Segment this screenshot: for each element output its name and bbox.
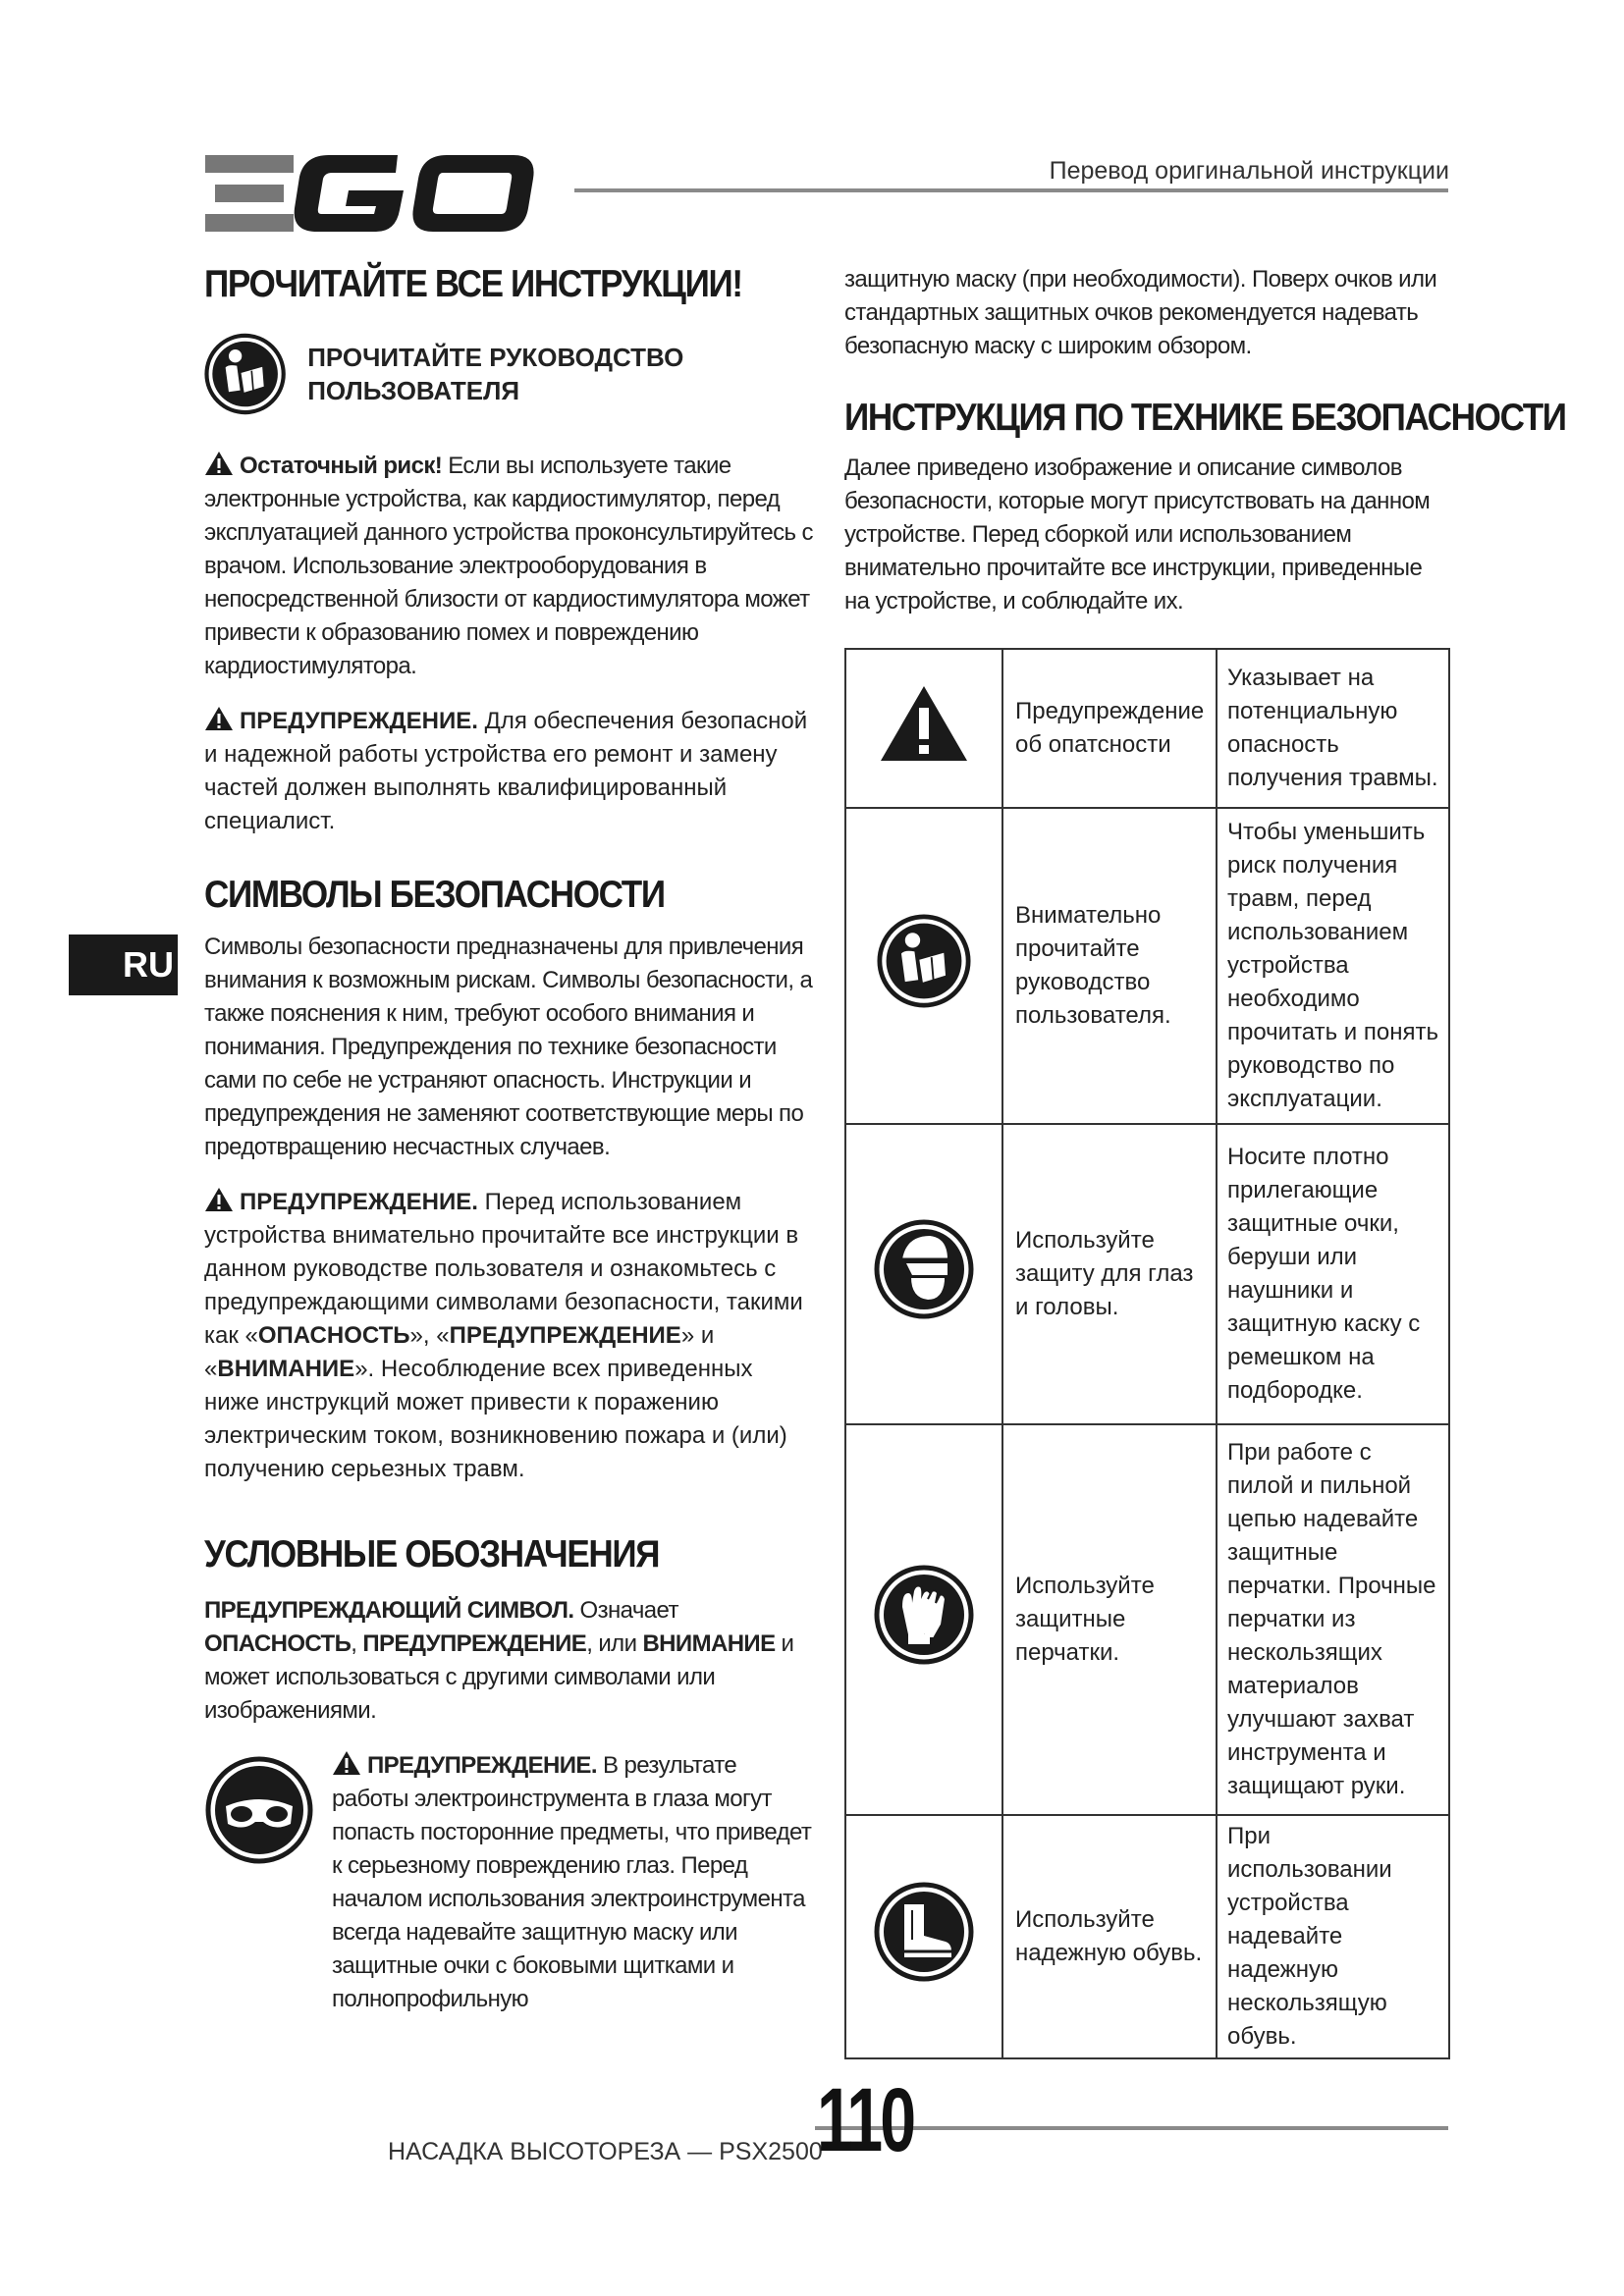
eye-head-protection-icon bbox=[873, 1218, 975, 1320]
warning-triangle-icon bbox=[204, 1187, 234, 1212]
table-cell-name: Внимательно прочитайте руководство пользователя. bbox=[1002, 808, 1217, 1124]
safety-goggles-icon bbox=[204, 1755, 314, 1865]
table-cell-name: Используйте защитные перчатки. bbox=[1002, 1424, 1217, 1815]
conv-text1: Означает bbox=[573, 1597, 678, 1624]
header-rule bbox=[574, 188, 1448, 192]
table-cell-icon bbox=[845, 1815, 1002, 2058]
heading-read-all: ПРОЧИТАЙТЕ ВСЕ ИНСТРУКЦИИ! bbox=[204, 263, 742, 305]
table-row bbox=[845, 649, 1449, 808]
safety-intro-text: Далее приведено изображение и описание символов безопасности, которые могут присутствовать на данном устройстве. Перед сборкой или использованием внимательно прочитайте все инструкции, приведенные на устройстве, и соблюдайте их. bbox=[844, 454, 1431, 614]
warning3-block bbox=[204, 1749, 813, 2016]
safety-symbols-table bbox=[844, 648, 1450, 2059]
residual-risk-block bbox=[204, 450, 813, 683]
safety-symbols-text: Символы безопасности предназначены для привлечения внимания к возможным рискам. Символы безопасности, а также пояснения к ним, требуют особого внимания и понимания. Предупреждения по технике безопасности сами по себе не устраняют опасность. Инструкции и предупреждения не заменяют соответствующие меры по предотвращению несчастных случаев. bbox=[204, 934, 813, 1160]
conv-caution: ВНИМАНИЕ bbox=[642, 1630, 776, 1657]
conv-comma: , bbox=[351, 1630, 363, 1657]
warning2-text-a: Перед использованием устройства внимательно прочитайте все инструкции в данном руководстве пользователя и ознакомьтесь с предупреждающими символами безопасности, такими как « bbox=[204, 1189, 803, 1349]
table-cell-icon bbox=[845, 649, 1002, 808]
table-cell-desc: Носите плотно прилегающие защитные очки, беруши или наушники и защитную каску с ремешком на подбородке. bbox=[1217, 1124, 1449, 1424]
conventions-text bbox=[204, 1594, 813, 1728]
table-cell-name: Используйте надежную обувь. bbox=[1002, 1815, 1217, 2058]
read-manual-icon bbox=[204, 326, 286, 422]
warning3-title: ПРЕДУПРЕЖДЕНИЕ. bbox=[367, 1752, 597, 1779]
footer-product: НАСАДКА ВЫСОТОРЕЗА — PSX2500 bbox=[388, 2138, 823, 2165]
heading-safety-symbols: СИМВОЛЫ БЕЗОПАСНОСТИ bbox=[204, 874, 665, 916]
conv-or: , или bbox=[586, 1630, 643, 1657]
table-cell-desc: Чтобы уменьшить риск получения травм, перед использованием устройства необходимо прочитать и понять руководство по эксплуатации. bbox=[1217, 808, 1449, 1124]
warning1-title: ПРЕДУПРЕЖДЕНИЕ. bbox=[240, 708, 478, 734]
residual-risk-text: Если вы используете такие электронные устройства, как кардиостимулятор, перед эксплуатацией данного устройства проконсультируйтесь с врачом. Использование электрооборудования в непосредственной близости от кардиостимулятора может привести к образованию помех и повреждению кардиостимулятора. bbox=[204, 453, 813, 679]
read-manual-icon bbox=[877, 914, 971, 1008]
heading-safety-instructions: ИНСТРУКЦИЯ ПО ТЕХНИКЕ БЕЗОПАСНОСТИ bbox=[844, 397, 1566, 439]
table-cell-desc: При работе с пилой и пильной цепью надевайте защитные перчатки. Прочные перчатки из нескользящих материалов улучшают захват инструмента и защищают руки. bbox=[1217, 1424, 1449, 1815]
heading-conventions: УСЛОВНЫЕ ОБОЗНАЧЕНИЯ bbox=[204, 1533, 660, 1575]
table-cell-icon bbox=[845, 808, 1002, 1124]
residual-risk-title: Остаточный риск! bbox=[240, 453, 443, 479]
read-manual-row bbox=[204, 326, 813, 422]
warning2-block bbox=[204, 1186, 813, 1486]
table-cell-name: Используйте защиту для глаз и головы. bbox=[1002, 1124, 1217, 1424]
read-manual-label: ПРОЧИТАЙТЕ РУКОВОДСТВО ПОЛЬЗОВАТЕЛЯ bbox=[307, 343, 684, 405]
warning2-title: ПРЕДУПРЕЖДЕНИЕ. bbox=[240, 1189, 478, 1215]
w2-warning: ПРЕДУПРЕЖДЕНИЕ bbox=[449, 1322, 681, 1349]
warning-triangle-icon bbox=[204, 451, 234, 476]
conv-danger: ОПАСНОСТЬ bbox=[204, 1630, 352, 1657]
warning-triangle-icon bbox=[877, 682, 971, 765]
table-row bbox=[845, 808, 1449, 1124]
table-cell-desc: Указывает на потенциальную опасность получения травмы. bbox=[1217, 649, 1449, 808]
table-cell-name: Предупреждение об опатсности bbox=[1002, 649, 1217, 808]
conv-text2: и может использоваться с другими символами или изображениями. bbox=[204, 1630, 794, 1724]
warning3-text: В результате работы электроинструмента в глаза могут попасть посторонние предметы, что приведет к серьезному повреждению глаз. Перед началом использования электроинструмента всегда надевайте защитную маску или защитные очки с боковыми щитками и полнопрофильную bbox=[332, 1752, 812, 2012]
warning-triangle-icon bbox=[332, 1750, 361, 1776]
warning-triangle-icon bbox=[204, 706, 234, 731]
warning1-text: Для обеспечения безопасной и надежной работы устройства его ремонт и замену частей должен выполнять квалифицированный специалист. bbox=[204, 708, 808, 834]
table-cell-desc: При использовании устройства надевайте надежную нескользящую обувь. bbox=[1217, 1815, 1449, 2058]
continued-text: защитную маску (при необходимости). Поверх очков или стандартных защитных очков рекомендуется надевать безопасную маску с широким обзором. bbox=[844, 266, 1437, 359]
conv-warning: ПРЕДУПРЕЖДЕНИЕ bbox=[362, 1630, 587, 1657]
right-column bbox=[844, 263, 1566, 618]
boots-icon bbox=[873, 1881, 975, 1983]
w2-sep2: » и « bbox=[204, 1322, 715, 1382]
language-tab: RU bbox=[69, 934, 178, 995]
table-row bbox=[845, 1424, 1449, 1815]
table-cell-icon bbox=[845, 1124, 1002, 1424]
table-cell-icon bbox=[845, 1424, 1002, 1815]
header-subtitle: Перевод оригинальной инструкции bbox=[1049, 157, 1449, 185]
left-column bbox=[204, 263, 813, 2016]
warning1-block bbox=[204, 705, 813, 838]
page-number: 110 bbox=[817, 2070, 914, 2170]
w2-danger: ОПАСНОСТЬ bbox=[257, 1322, 410, 1349]
w2-sep1: », « bbox=[409, 1322, 450, 1349]
w2-caution: ВНИМАНИЕ bbox=[217, 1356, 355, 1382]
warning2-text-b: ». Несоблюдение всех приведенных ниже инструкций может привести к поражению электрическим током, возникновению пожара и (или) получению серьезных травм. bbox=[204, 1356, 787, 1482]
table-row bbox=[845, 1815, 1449, 2058]
ego-logo bbox=[201, 147, 540, 240]
table-row bbox=[845, 1124, 1449, 1424]
gloves-icon bbox=[873, 1564, 975, 1666]
conv-title: ПРЕДУПРЕЖДАЮЩИЙ СИМВОЛ. bbox=[204, 1597, 574, 1624]
